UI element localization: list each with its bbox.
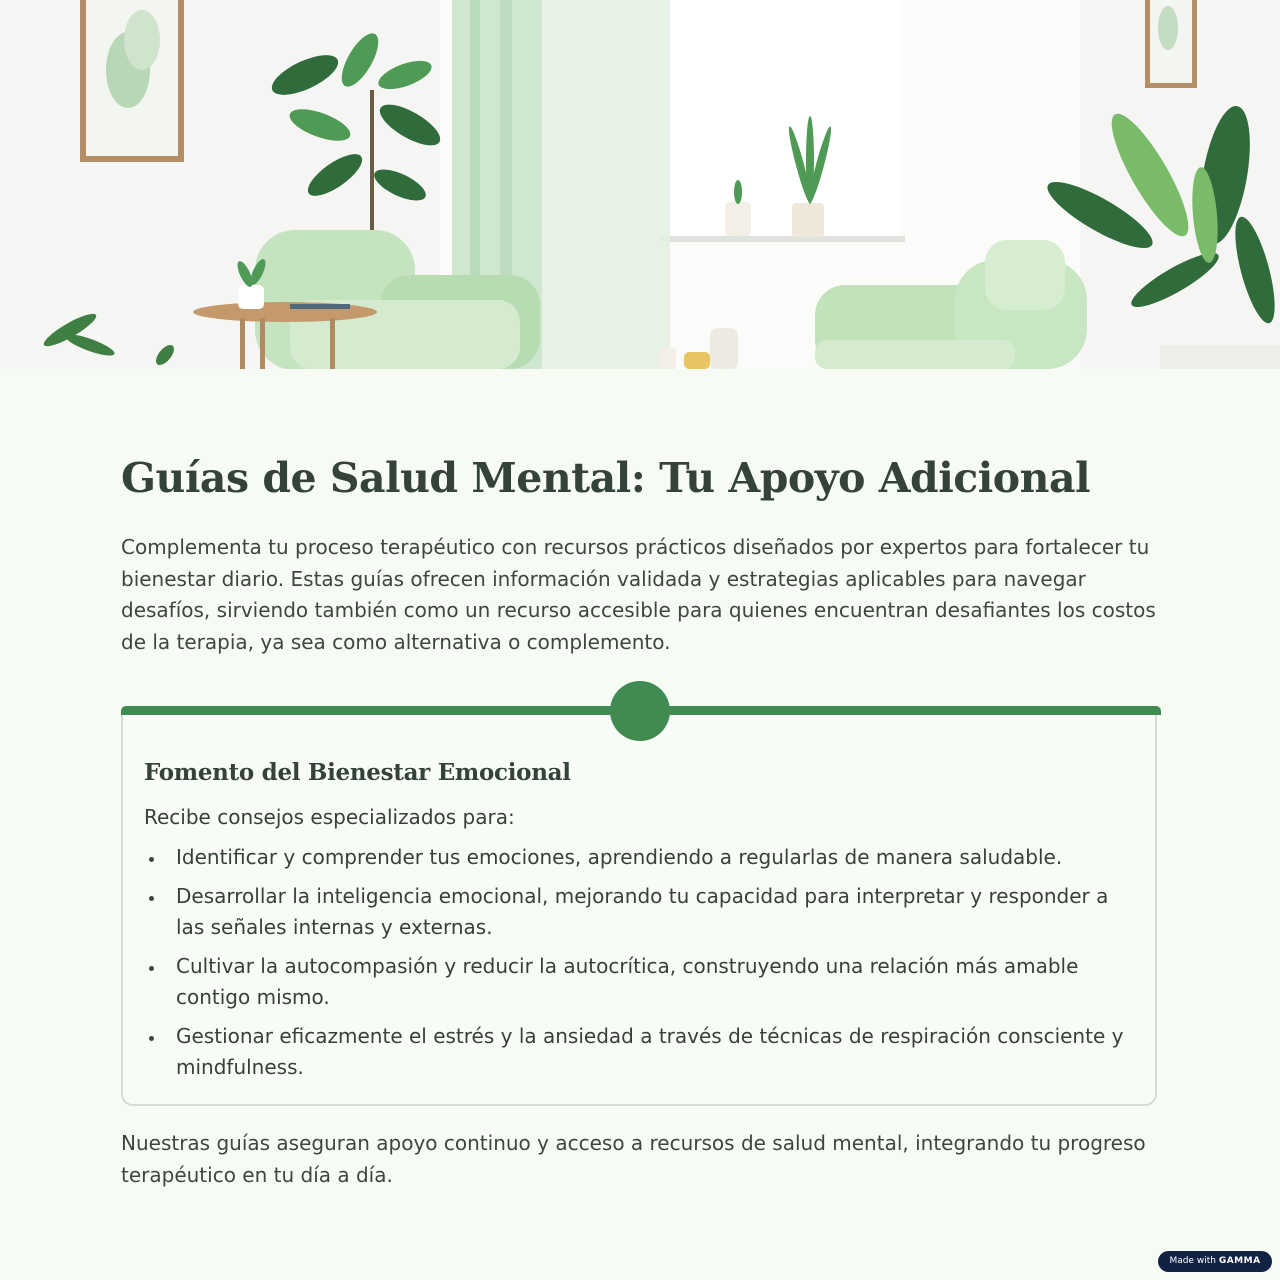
card-list <box>144 842 1134 1091</box>
made-with-gamma-badge[interactable] <box>1158 1251 1272 1272</box>
outro-paragraph: Nuestras guías aseguran apoyo continuo y acceso a recursos de salud mental, integrando tu progreso terapéutico en tu día a día. <box>121 1131 1146 1187</box>
list-item: Identificar y comprender tus emociones, aprendiendo a regularlas de manera saludable. <box>144 842 1134 874</box>
badge-prefix: Made with <box>1169 1256 1216 1266</box>
hero-illustration <box>0 0 1280 369</box>
list-item: Cultivar la autocompasión y reducir la autocrítica, construyendo una relación más amable contigo mismo. <box>144 951 1134 1014</box>
page-title: Guías de Salud Mental: Tu Apoyo Adicional <box>121 454 1091 502</box>
gamma-logo-text: GAMMA <box>1218 1256 1261 1266</box>
card-lead: Recibe consejos especializados para: <box>144 805 515 829</box>
intro-paragraph: Complementa tu proceso terapéutico con recursos prácticos diseñados por expertos para fortalecer tu bienestar diario. Estas guías ofrecen información validada y estrategias aplicables para navegar desafíos, sirviendo también como un recurso accesible para quienes encuentran desafiantes los costos de la terapia, ya sea como alternativa o complemento. <box>121 535 1156 654</box>
therapy-room-illustration <box>0 0 1280 369</box>
emotional-wellbeing-card <box>121 710 1157 1106</box>
list-item: Desarrollar la inteligencia emocional, mejorando tu capacidad para interpretar y responder a las señales internas y externas. <box>144 881 1134 944</box>
card-accent-dot-icon <box>610 681 670 741</box>
main-content <box>121 448 1161 1187</box>
list-item: Gestionar eficazmente el estrés y la ansiedad a través de técnicas de respiración consciente y mindfulness. <box>144 1021 1134 1084</box>
card-title: Fomento del Bienestar Emocional <box>144 759 571 786</box>
